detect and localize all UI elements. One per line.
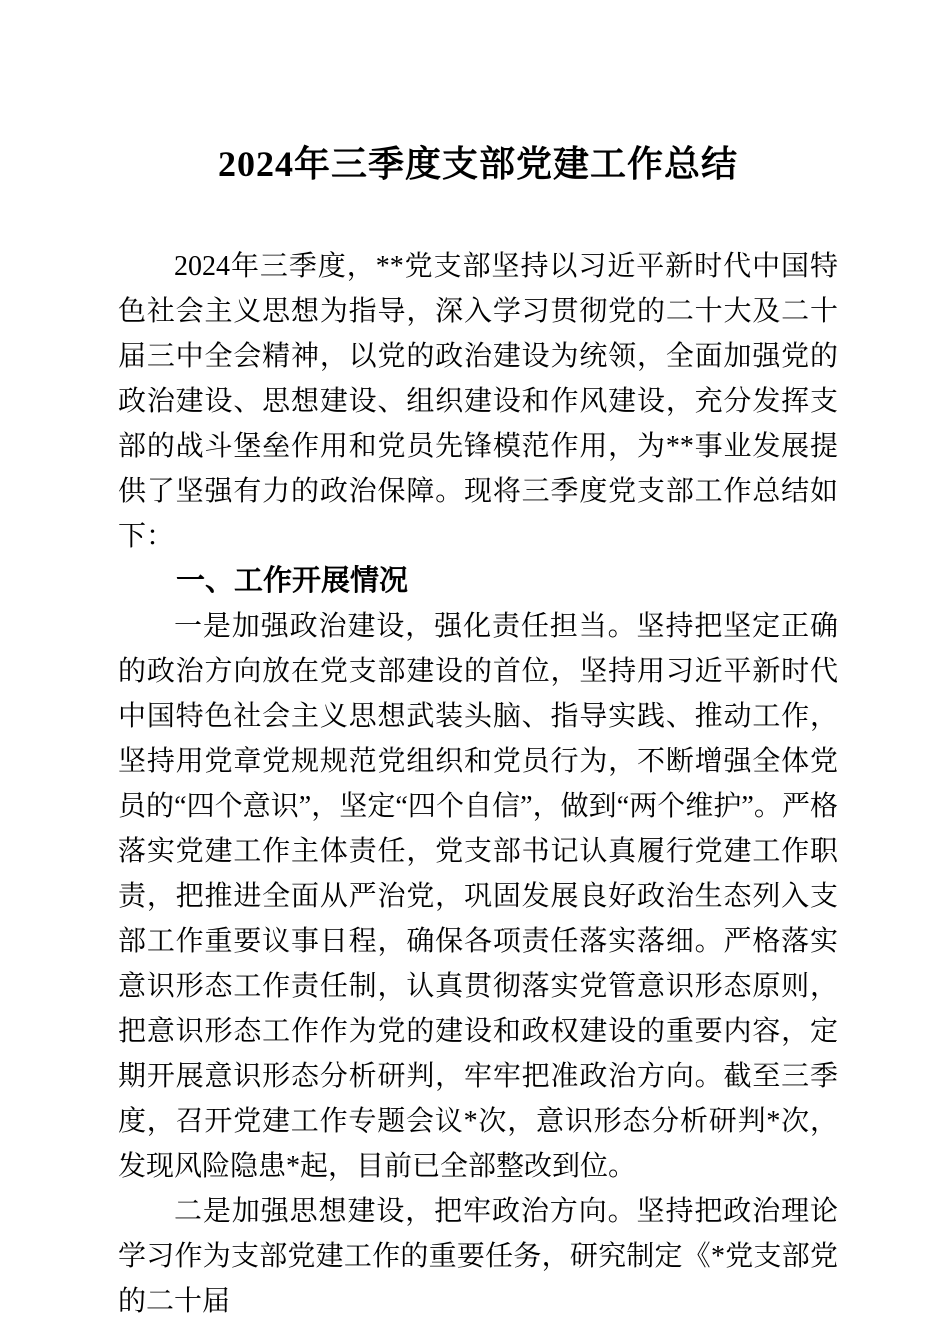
- paragraph-point-one: 一是加强政治建设，强化责任担当。坚持把坚定正确的政治方向放在党支部建设的首位，坚持用习近平新时代中国特色社会主义思想武装头脑、指导实践、推动工作，坚持用党章党规规范党组织和党员行为，不断增强全体党员的“四个意识”，坚定“四个自信”，做到“两个维护”。严格落实党建工作主体责任，党支部书记认真履行党建工作职责，把推进全面从严治党，巩固发展良好政治生态列入支部工作重要议事日程，确保各项责任落实落细。严格落实意识形态工作责任制，认真贯彻落实党管意识形态原则，把意识形态工作作为党的建设和政权建设的重要内容，定期开展意识形态分析研判，牢牢把准政治方向。截至三季度，召开党建工作专题会议*次，意识形态分析研判*次，发现风险隐患*起，目前已全部整改到位。: [118, 611, 838, 1182]
- intro-paragraph: 2024年三季度，**党支部坚持以习近平新时代中国特色社会主义思想为指导，深入学习贯彻党的二十大及二十届三中全会精神，以党的政治建设为统领，全面加强党的政治建设、思想建设、组织建设和作风建设，充分发挥支部的战斗堡垒作用和党员先锋模范作用，为**事业发展提供了坚强有力的政治保障。现将三季度党支部工作总结如下：: [118, 251, 838, 552]
- document-title: 2024年三季度支部党建工作总结: [217, 144, 738, 184]
- section-heading-work-progress: 一、工作开展情况: [176, 565, 409, 597]
- paragraph-point-two: 二是加强思想建设，把牢政治方向。坚持把政治理论学习作为支部党建工作的重要任务，研究制定《*党支部党的二十届: [118, 1196, 838, 1317]
